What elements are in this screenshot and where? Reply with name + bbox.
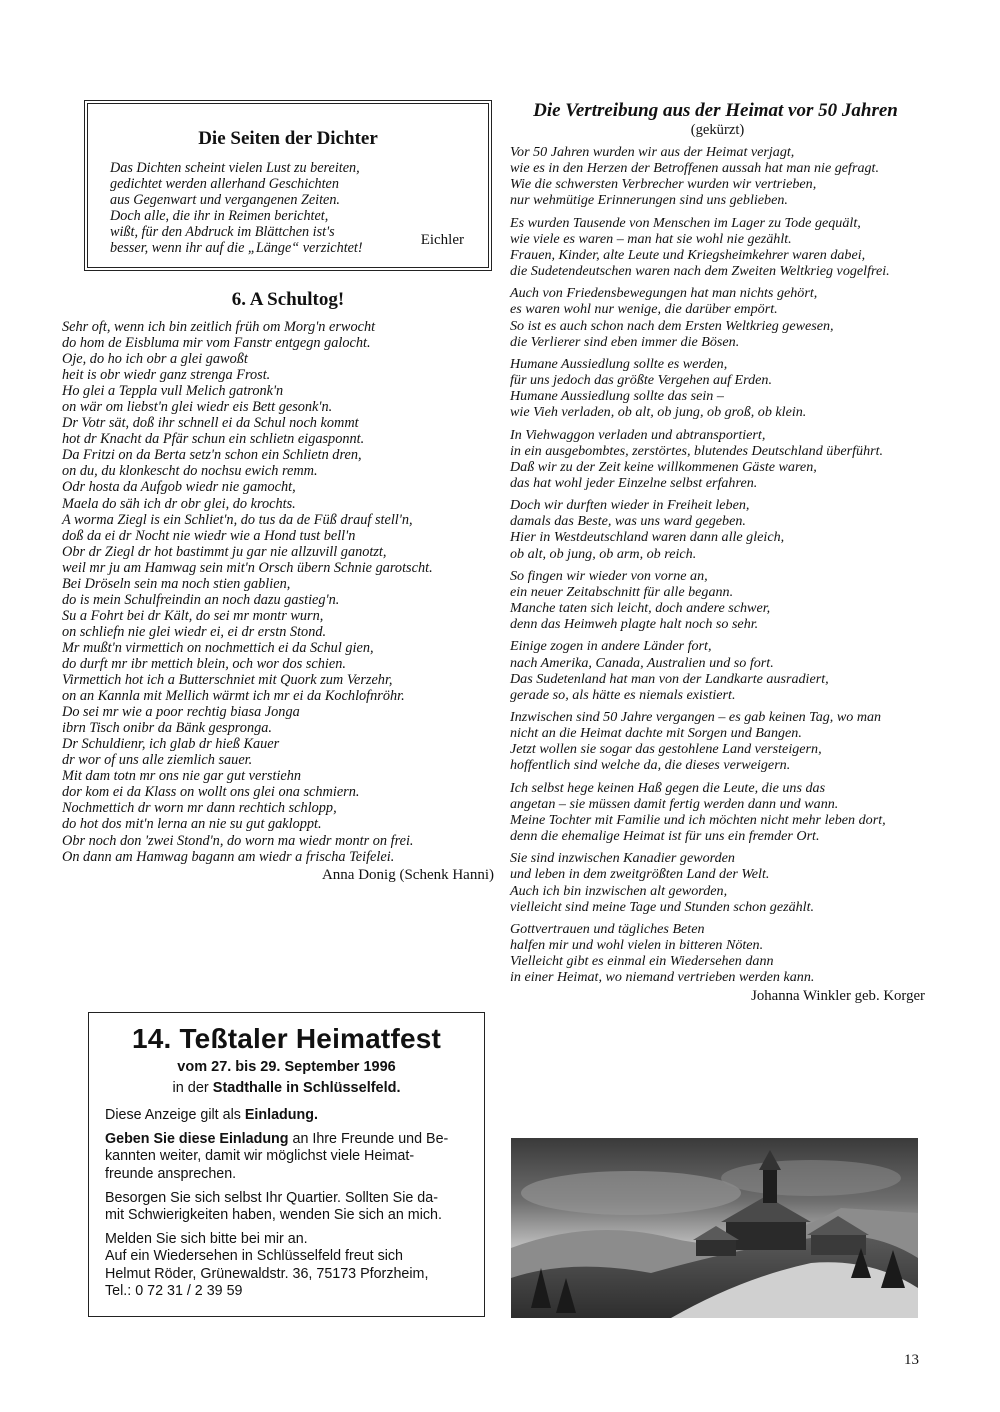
text-span: Auf ein Wiedersehen in Schlüsselfeld freut sich <box>105 1248 404 1265</box>
stanza <box>510 568 925 633</box>
heimatfest-title: 14. Teßtaler Heimatfest <box>131 1023 442 1054</box>
poem-line: angetan – sie müssen damit fertig werden dann und wann. <box>510 795 839 812</box>
poem-line: Bei Dröseln sein ma noch stien gablien, <box>62 575 291 592</box>
poem-line: Hier in Westdeutschland waren dann alle gleich, <box>510 529 785 546</box>
stanza <box>510 215 925 280</box>
poem-line: Manche taten sich leicht, doch andere schwer, <box>510 600 771 617</box>
dichter-title: Die Seiten der Dichter <box>198 128 378 149</box>
stanza <box>510 427 925 492</box>
poem-line: doß da ei dr Nocht nie wiedr wie a Hond tust bell'n <box>62 527 356 544</box>
poem-line: Virmettich hot ich a Butterschniet mit Quork zum Verzehr, <box>62 672 393 689</box>
poem-line: do durft mr ibr mettich blein, och wor dos schien. <box>62 655 346 672</box>
poem-line: Doch alle, die ihr in Reimen berichtet, <box>110 208 329 224</box>
poem-line: die Verlierer sind eben immer die Bösen. <box>510 333 740 350</box>
poem-line: wie Vieh verladen, ob alt, ob jung, ob groß, ob klein. <box>510 404 807 421</box>
stanza <box>510 144 925 209</box>
poem-line: do hom de Eisbluma mir vom Fanstr entgegn galocht. <box>62 335 371 352</box>
text-span: kannten weiter, damit wir möglichst viele Heimat- <box>105 1148 415 1165</box>
poem-line: damals das Beste, was uns ward gegeben. <box>510 513 746 530</box>
poem-line: gerade so, als hätte es niemals existiert. <box>510 686 736 703</box>
poem-line: Jetzt wollen sie sogar das gestohlene Land versteigern, <box>510 741 822 758</box>
poem-line: Meine Tochter mit Familie und ich möchten nicht mehr leben dort, <box>510 811 886 828</box>
text-span: Helmut Röder, Grünewaldstr. 36, 75173 Pforzheim, <box>105 1265 429 1282</box>
heimatfest-text <box>105 1107 468 1300</box>
poem-line: ein neuer Zeitabschnitt für alle begann. <box>510 583 734 600</box>
poem-line: Dr Votr sät, doß ihr schnell ei da Schul noch kommt <box>62 415 359 432</box>
poem-line: Da Fritzi on da Berta setz'n schon ein Schlietn dren, <box>62 447 362 464</box>
poem-line: Odr hosta da Aufgob wiedr nie gamocht, <box>62 479 296 496</box>
poem-line: für uns jedoch das größte Vergehen auf Erden. <box>510 372 772 389</box>
poem-line: heit is obr wiedr ganz strenga Frost. <box>62 367 271 384</box>
place-prefix: in der <box>172 1080 213 1096</box>
fest-paragraph <box>105 1231 468 1300</box>
poem-line: Sehr oft, wenn ich bin zeitlich früh om Morg'n erwocht <box>62 319 376 335</box>
village-photo <box>511 1138 918 1318</box>
poem-line: Humane Aussiedlung sollte das sein – <box>510 388 724 405</box>
poem-line: So ist es auch schon nach dem Ersten Weltkrieg gewesen, <box>510 317 834 334</box>
vertreibung-poem <box>510 144 925 986</box>
poem-line: in einer Heimat, wo niemand vertrieben werden kann. <box>510 969 815 986</box>
poem-line: ob alt, ob jung, ob arm, ob reich. <box>510 545 697 562</box>
stanza <box>510 497 925 562</box>
poem-line: aus Gegenwart und vergangenen Zeiten. <box>110 192 340 208</box>
poem-line: Doch wir durften wieder in Freiheit leben, <box>510 497 750 514</box>
vertreibung-title: Die Vertreibung aus der Heimat vor 50 Jahren <box>533 100 898 121</box>
poem-line: Es wurden Tausende von Menschen im Lager zu Tode gequält, <box>510 214 861 231</box>
text-span: Diese Anzeige gilt als <box>105 1107 245 1123</box>
poem-line: wißt, für den Abdruck im Blättchen ist's <box>110 224 335 240</box>
poem-line: Do sei mr wie a poor rechtig biasa Jonga <box>62 704 300 721</box>
poem-line: On dann am Hamwag bagann am wiedr a frischa Teifelei. <box>62 848 395 865</box>
text-bold: Geben Sie diese Einladung <box>105 1131 289 1148</box>
poem-line: on du, du klonkescht do nochsu ewich remm. <box>62 463 318 480</box>
poem-line: Maela do säh ich dr obr glei, do krochts. <box>62 495 296 512</box>
schultog-title: 6. A Schultog! <box>231 289 345 310</box>
poem-line: hoffentlich sind welche da, die dieses verweigern. <box>510 757 791 774</box>
left-column <box>62 100 494 884</box>
stanza <box>510 638 925 703</box>
text-bold: Einladung. <box>244 1107 318 1123</box>
poem-line: A worma Ziegl is ein Schliet'n, do tus da de Füß drauf stell'n, <box>62 511 413 528</box>
poem-line: Sie sind inzwischen Kanadier geworden <box>510 850 735 867</box>
poem-line: do hot dos mit'n lerna an nie su gut gakloppt. <box>62 816 322 833</box>
poem-line: gedichtet werden allerhand Geschichten <box>110 176 339 192</box>
poem-line: Das Sudetenland hat man von der Landkarte ausradiert, <box>510 670 829 687</box>
dichter-box <box>84 100 492 271</box>
poem-line: nicht an die Heimat dachte mit Sorgen und Bangen. <box>510 725 802 742</box>
stanza <box>510 285 925 350</box>
poem-line: dr wor of uns alle ziemlich sauer. <box>62 752 253 769</box>
poem-line: on wär om liebst'n glei wiedr eis Bett gesonk'n. <box>62 399 333 416</box>
poem-line: wie viele es waren – man hat sie wohl nie gezählt. <box>510 230 792 247</box>
stanza <box>510 921 925 986</box>
poem-line: nur wehmütige Erinnerungen sind uns geblieben. <box>510 192 788 209</box>
stanza <box>510 850 925 915</box>
poem-line: Inzwischen sind 50 Jahre vergangen – es gab keinen Tag, wo man <box>510 709 882 725</box>
poem-line: Obr noch don 'zwei Stond'n, do worn ma wiedr montr on frei. <box>62 832 414 849</box>
page-number: 13 <box>904 1352 919 1368</box>
heimatfest-ad <box>88 1012 485 1317</box>
place-name: Stadthalle in Schlüsselfeld. <box>212 1080 401 1096</box>
stanza <box>510 780 925 845</box>
poem-line: Obr dr Ziegl dr hot bastimmt ju gar nie allzuvill ganotzt, <box>62 543 387 560</box>
poem-line: besser, wenn ihr auf die „Länge“ verzichtet! <box>110 240 363 256</box>
poem-line: in ein ausgebombtes, zerstörtes, blutendes Deutschland überführt. <box>510 442 884 459</box>
photo-cloud <box>521 1171 741 1215</box>
poem-line: denn das Heimweh plagte halt noch so sehr. <box>510 616 759 633</box>
right-column <box>510 100 925 1005</box>
poem-line: Daß wir zu der Zeit keine willkommenen Gäste waren, <box>510 458 817 475</box>
poem-line: das hat wohl jeder Einzelne selbst erfahren. <box>510 474 758 491</box>
poem-line: und leben in dem zweitgrößten Land der Welt. <box>510 866 770 883</box>
poem-line: dor kom ei da Klass on wollt ons glei ona schmiern. <box>62 784 360 801</box>
poem-line: Nochmettich dr worn mr dann rechtich schlopp, <box>62 800 337 817</box>
poem-line: Ho glei a Teppla vull Melich gatronk'n <box>62 383 284 400</box>
stanza <box>510 356 925 421</box>
poem-line: Gottvertrauen und tägliches Beten <box>510 920 705 937</box>
text-span: mit Schwierigkeiten haben, wenden Sie sich an mich. <box>105 1207 442 1224</box>
poem-line: Oje, do ho ich obr a glei gawoßt <box>62 351 248 368</box>
poem-line: Einige zogen in andere Länder fort, <box>510 638 712 655</box>
poem-line: on an Kannla mit Mellich wärmt ich mr ei da Kochlofnröhr. <box>62 688 405 705</box>
poem-line: hot dr Knacht da Pfär schun ein schlietn eigasponnt. <box>62 431 365 448</box>
text-span: Tel.: 0 72 31 / 2 39 59 <box>105 1282 243 1299</box>
poem-line: halfen mir und wohl vielen in bitteren Nöten. <box>510 937 764 954</box>
text-span: freunde ansprechen. <box>105 1165 237 1182</box>
poem-line: vielleicht sind meine Tage und Stunden schon gezählt. <box>510 898 815 915</box>
poem-line: Frauen, Kinder, alte Leute und Kriegsheimkehrer waren dabei, <box>510 246 866 263</box>
poem-line: Su a Fohrt bei dr Kält, do sei mr montr wurn, <box>62 607 324 624</box>
dichter-author: Eichler <box>420 232 464 248</box>
fest-paragraph <box>105 1131 468 1183</box>
poem-line: denn die ehemalige Heimat ist für uns ein fremder Ort. <box>510 828 820 845</box>
poem-line: Ich selbst hege keinen Haß gegen die Leute, die uns das <box>510 779 826 796</box>
heimatfest-place <box>105 1080 468 1097</box>
poem-line: wie es in den Herzen der Betroffenen aussah hat man nie gefragt. <box>510 160 879 177</box>
poem-line: Wie die schwersten Verbrecher wurden wir vertrieben, <box>510 176 817 193</box>
poem-line: nach Amerika, Canada, Australien und so fort. <box>510 654 774 671</box>
schultog-poem <box>62 319 492 865</box>
poem-line: weil mr ju am Hamwag sein mit'n Orsch übern Schnie garotscht. <box>62 559 433 576</box>
poem-line: Das Dichten scheint vielen Lust zu bereiten, <box>110 160 360 176</box>
text-span: Melden Sie sich bitte bei mir an. <box>105 1231 308 1248</box>
dichter-poem <box>110 160 466 256</box>
text-span: an Ihre Freunde und Be- <box>288 1131 449 1148</box>
poem-line: Vielleicht gibt es einmal ein Wiedersehen dann <box>510 953 774 970</box>
vertreibung-author: Johanna Winkler geb. Korger <box>751 987 925 1004</box>
poem-line: Humane Aussiedlung sollte es werden, <box>510 355 728 372</box>
schultog-author: Anna Donig (Schenk Hanni) <box>321 866 494 883</box>
text-span: Besorgen Sie sich selbst Ihr Quartier. Sollten Sie da- <box>105 1189 438 1206</box>
poem-line: on schliefn nie glei wiedr ei, ei dr erstn Stond. <box>62 623 327 640</box>
poem-line: ibrn Tisch onibr da Bänk gespronga. <box>62 720 272 737</box>
poem-line: In Viehwaggon verladen und abtransportiert, <box>510 426 766 443</box>
poem-line: Auch von Friedensbewegungen hat man nichts gehört, <box>510 285 818 302</box>
fest-paragraph <box>105 1107 468 1124</box>
poem-line: Dr Schuldienr, ich glab dr hieß Kauer <box>62 736 280 753</box>
poem-line: Auch ich bin inzwischen alt geworden, <box>510 882 728 899</box>
poem-line: So fingen wir wieder von vorne an, <box>510 567 708 584</box>
vertreibung-subtitle: (gekürzt) <box>690 122 745 138</box>
stanza <box>510 709 925 774</box>
poem-line: do is mein Schulfreindin an noch dazu gastieg'n. <box>62 591 340 608</box>
poem-line: Mr mußt'n virmettich on nochmettich ei da Schul gien, <box>62 639 374 656</box>
poem-line: die Sudetendeutschen waren nach dem Zweiten Weltkrieg vogelfrei. <box>510 263 890 280</box>
fest-paragraph <box>105 1190 468 1224</box>
heimatfest-date: vom 27. bis 29. September 1996 <box>177 1059 396 1075</box>
poem-line: Mit dam totn mr ons nie gar gut verstiehn <box>62 768 302 785</box>
photo-cloud <box>721 1160 901 1196</box>
poem-line: Vor 50 Jahren wurden wir aus der Heimat verjagt, <box>510 144 795 160</box>
poem-line: es waren wohl nur wenige, die darüber empört. <box>510 301 778 318</box>
